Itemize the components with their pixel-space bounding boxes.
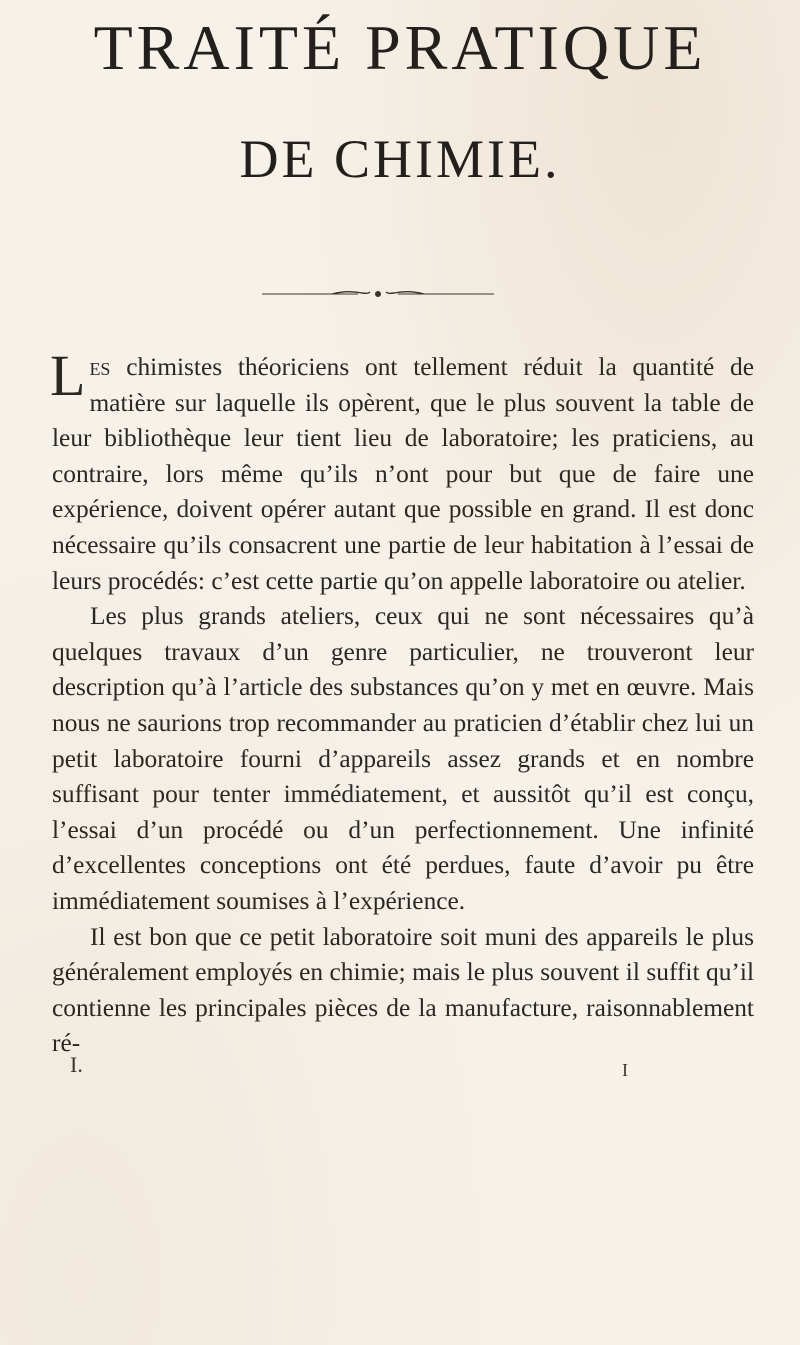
paragraph-1 (50, 343, 754, 599)
ornament-rule-icon (262, 286, 494, 302)
signature-mark: I. (70, 1052, 83, 1077)
signature-mark-right: I (622, 1060, 628, 1080)
paragraph-2: Les plus grands ateliers, ceux qui ne sont nécessaires qu’à quelques travaux d’un genre particulier, ne trouveront leur description qu’à l’article des substances qu’on y met en œuvre. Mais nous ne saurions trop recommander au praticien d’établir chez lui un petit laboratoire fourni d’appareils assez grands et en nombre suffisant pour tenter immédiatement, et aussitôt qu’il est conçu, l’essai d’un procédé ou d’un perfectionnement. Une infinité d’excellentes conceptions ont été perdues, faute d’avoir pu être immédiatement soumises à l’expérience. (52, 602, 754, 915)
drop-cap: L (50, 343, 86, 408)
paragraph-3: Il est bon que ce petit laboratoire soit muni des appareils le plus généralement employés en chimie; mais le plus souvent il suffit qu’il contienne les principales pièces de la manufacture, raisonnablement ré- (52, 922, 754, 1058)
first-word-rest: es (89, 353, 111, 381)
title-main: TRAITÉ PRATIQUE (93, 12, 707, 83)
paragraph-1-text: chimistes théoriciens ont tellement réduit la quantité de matière sur laquelle ils opèrent, que le plus souvent la table de leur bibliothèque leur tient lieu de laboratoire; les praticiens, au contraire, lors même qu’ils n’ont pour but que de faire une expérience, doivent opérer autant que possible en grand. Il est donc nécessaire qu’ils consacrent une partie de leur habitation à l’essai de leurs procédés: c’est cette partie qu’on appelle laboratoire ou atelier. (52, 353, 754, 595)
title-subtitle: DE CHIMIE. (239, 129, 561, 189)
body-text (50, 343, 754, 1062)
